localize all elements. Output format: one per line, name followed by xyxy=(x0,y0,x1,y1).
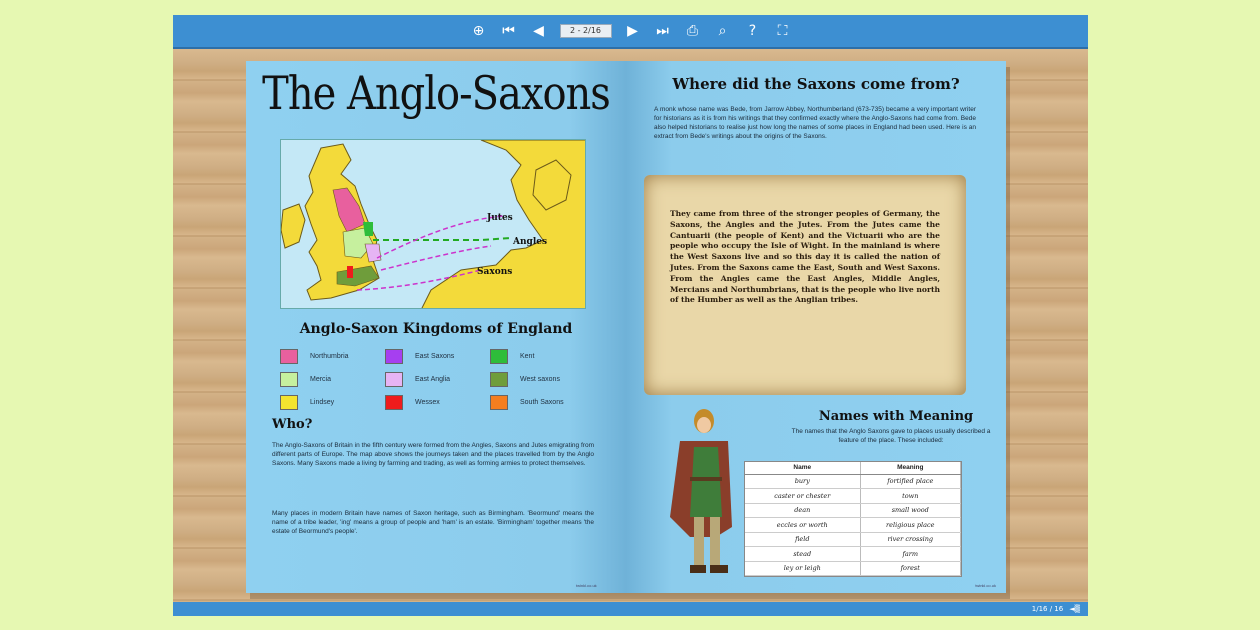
meaning-cell: forest xyxy=(860,561,960,576)
who-paragraph-1: The Anglo-Saxons of Britain in the fifth century were formed from the Angles, Saxons and Jutes emigrating from different parts of Europe. The map above shows the journeys taken and the places travelled from by the Anglo Saxons. Many Saxons made a living by farming and trading, as well as forming armies to protect themselves. xyxy=(272,442,594,467)
legend-label: East Saxons xyxy=(415,353,455,360)
table-row xyxy=(745,474,961,489)
first-page-icon[interactable]: ⏮ xyxy=(502,23,515,39)
who-heading: Who? xyxy=(272,417,313,432)
legend-item xyxy=(385,349,490,364)
legend-item xyxy=(385,372,490,387)
kingdoms-legend xyxy=(280,349,600,410)
where-heading: Where did the Saxons come from? xyxy=(672,75,960,93)
legend-label: Northumbria xyxy=(310,353,349,360)
meaning-cell: religious place xyxy=(860,518,960,533)
meaning-cell: small wood xyxy=(860,503,960,518)
map-illustration xyxy=(281,140,586,309)
place-name-cell: ley or leigh xyxy=(745,561,860,576)
saxon-figure-illustration xyxy=(660,407,740,583)
legend-item xyxy=(385,395,490,410)
legend-label: West saxons xyxy=(520,376,560,383)
legend-item xyxy=(490,395,595,410)
angles-label: Angles xyxy=(513,237,548,247)
migration-map xyxy=(280,139,586,309)
legend-item xyxy=(280,372,385,387)
left-page[interactable] xyxy=(246,61,626,593)
legend-label: Kent xyxy=(520,353,535,360)
who-paragraph-2: Many places in modern Britain have names of Saxon heritage, such as Birmingham. 'Beormund' means the name of a tribe leader, 'ing' means a group of people and 'ham' is an estate. 'Birmingham' together means 'the estate of Beormund's people'. xyxy=(272,510,594,535)
meaning-cell: farm xyxy=(860,547,960,562)
flipbook-viewer xyxy=(173,15,1088,616)
place-name-cell: eccles or worth xyxy=(745,518,860,533)
kingdoms-heading: Anglo-Saxon Kingdoms of England xyxy=(299,321,573,337)
legend-item xyxy=(490,372,595,387)
names-heading: Names with Meaning xyxy=(818,409,974,424)
last-page-icon[interactable]: ⏭ xyxy=(656,23,669,39)
place-name-cell: field xyxy=(745,532,860,547)
legend-label: Lindsey xyxy=(310,399,335,406)
table-header-name: Name xyxy=(745,462,860,474)
page-number-input[interactable]: 2 - 2/16 xyxy=(560,24,612,38)
bede-intro: A monk whose name was Bede, from Jarrow Abbey, Northumberland (673-735) became a very important writer for historians as it is from his writings that they confirmed exactly where the Anglo-Saxons had come from. Bede also helped historians to realise just how long the names of some places in England had been used. Here is an extract from Bede's writings about the origins of the Saxons. xyxy=(654,106,976,140)
zoom-in-icon[interactable]: ⊕ xyxy=(472,23,485,39)
names-intro: The names that the Anglo Saxons gave to places usually described a feature of the place. These included: xyxy=(791,428,991,444)
parchment-scroll xyxy=(644,175,966,395)
bede-quote: They came from three of the stronger peoples of Germany, the Saxons, the Angles and the Jutes. From the Jutes came the Cantuarii (the people of Kent) and the Victuarii who are the people who occupy the Isle of Wight. In the mainland is where the West Saxons live and so this day it is called the nation of Jutes. From the Saxons came the East, South and West Saxons. From the Angles came the East Angles, Middle Angles, Mercians and Northumbrians, that is the people who live north of the Humber as well as the Anglian tribes. xyxy=(670,209,940,305)
toolbar xyxy=(173,15,1088,49)
legend-swatch xyxy=(385,349,403,364)
legend-label: Mercia xyxy=(310,376,332,383)
page-title: The Anglo-Saxons xyxy=(262,67,610,121)
page-status: 1/16 / 16 xyxy=(1031,605,1064,613)
page-footer: twinkl.co.uk xyxy=(975,583,996,588)
legend-label: South Saxons xyxy=(520,399,564,406)
fullscreen-icon[interactable]: ⛶ xyxy=(777,23,788,39)
legend-item xyxy=(280,395,385,410)
table-row xyxy=(745,561,961,576)
page-footer: twinkl.co.uk xyxy=(576,583,597,588)
legend-swatch xyxy=(280,395,298,410)
table-row xyxy=(745,518,961,533)
place-name-cell: dean xyxy=(745,503,860,518)
bottom-bar xyxy=(173,602,1088,616)
legend-item xyxy=(280,349,385,364)
print-icon[interactable]: ⎙ xyxy=(686,23,699,39)
place-name-cell: bury xyxy=(745,474,860,489)
open-book xyxy=(246,61,1006,593)
legend-item xyxy=(490,349,595,364)
sound-icon[interactable]: ◄▒ xyxy=(1069,605,1080,613)
place-name-cell: stead xyxy=(745,547,860,562)
jutes-label: Jutes xyxy=(487,213,513,223)
help-icon[interactable]: ? xyxy=(748,23,757,39)
legend-swatch xyxy=(385,372,403,387)
table-row xyxy=(745,547,961,562)
table-row xyxy=(745,503,961,518)
legend-swatch xyxy=(490,372,508,387)
names-meaning-table xyxy=(744,461,962,577)
meaning-cell: river crossing xyxy=(860,532,960,547)
meaning-cell: town xyxy=(860,489,960,504)
legend-swatch xyxy=(280,349,298,364)
legend-label: Wessex xyxy=(415,399,440,406)
place-name-cell: caster or chester xyxy=(745,489,860,504)
next-page-icon[interactable]: ▶ xyxy=(627,23,638,39)
search-icon[interactable]: ⌕ xyxy=(718,23,727,39)
table-row xyxy=(745,532,961,547)
saxons-label: Saxons xyxy=(477,267,513,277)
meaning-cell: fortified place xyxy=(860,474,960,489)
legend-swatch xyxy=(490,395,508,410)
legend-label: East Anglia xyxy=(415,376,451,383)
legend-swatch xyxy=(490,349,508,364)
table-header-meaning: Meaning xyxy=(860,462,960,474)
legend-swatch xyxy=(280,372,298,387)
prev-page-icon[interactable]: ◀ xyxy=(533,23,544,39)
table-row xyxy=(745,489,961,504)
legend-swatch xyxy=(385,395,403,410)
